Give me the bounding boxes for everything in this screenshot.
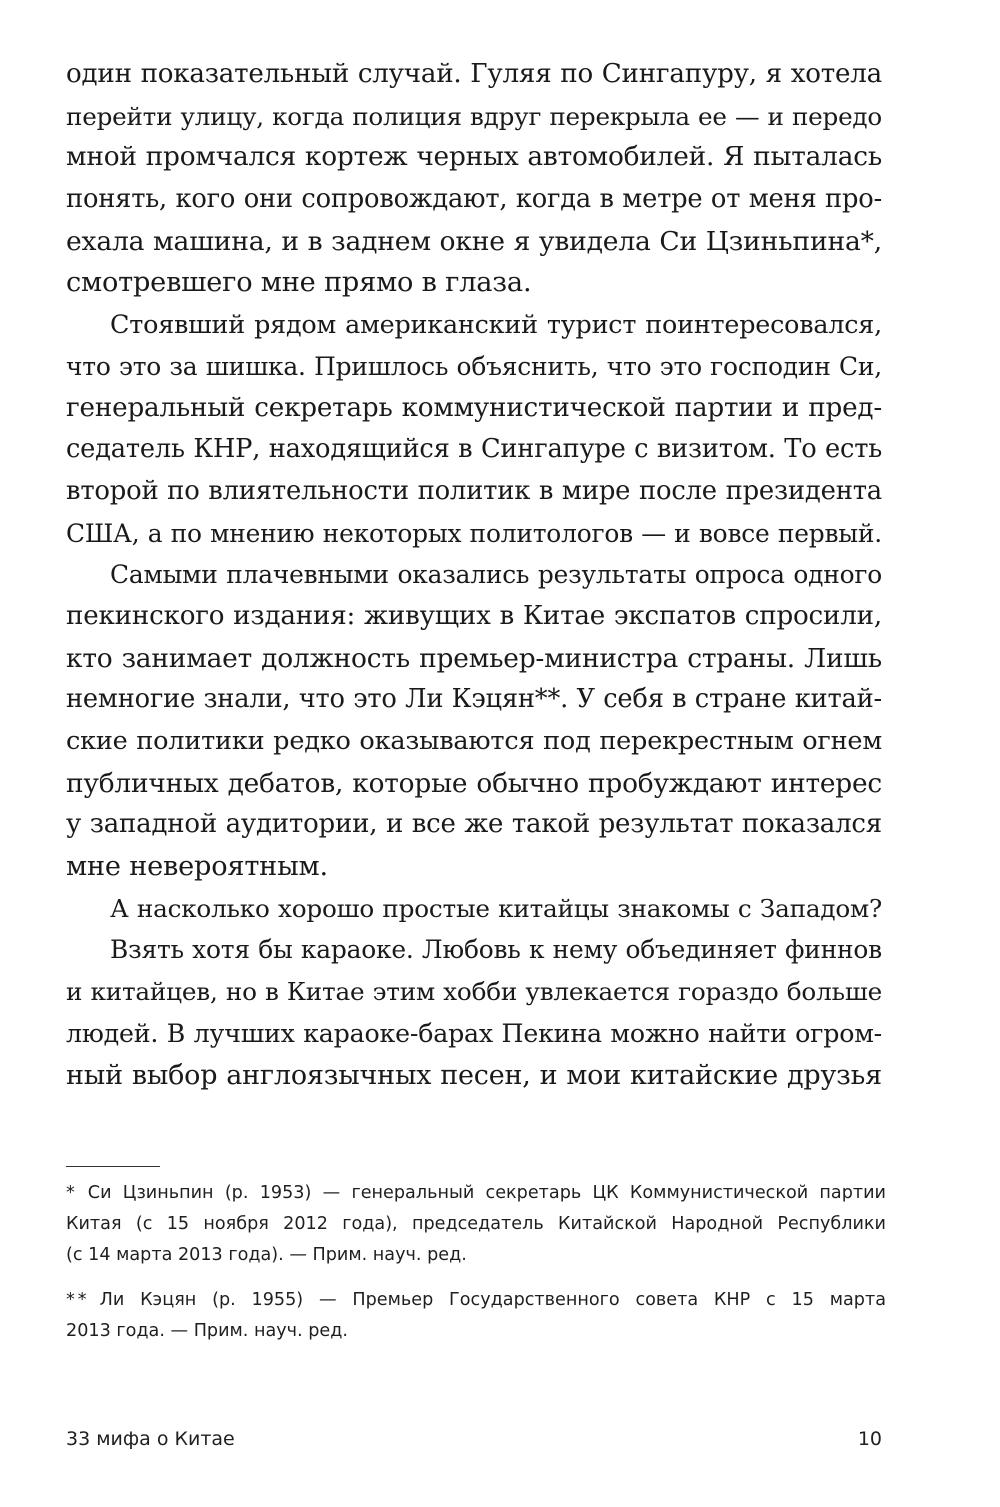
text-line: Стоявший рядом американский турист поинтересовался,	[110, 309, 882, 340]
footnote-text: Си Цзиньпин (р. 1953) — генеральный секретарь ЦК Коммунистической партии	[87, 1183, 886, 1203]
text-line: мной промчался кортеж черных автомобилей. Я пыталась	[66, 142, 882, 173]
main-text	[66, 54, 882, 1096]
footnote-mark: **	[66, 1290, 90, 1310]
text-line: ный выбор англоязычных песен, и мои китайские друзья	[66, 1059, 882, 1091]
text-line: седатель КНР, находящийся в Сингапуре с визитом. То есть	[66, 434, 882, 465]
text-line: у западной аудитории, и все же такой результат показался	[66, 809, 882, 840]
footnote-line: (с 14 марта 2013 года). — Прим. науч. ред.	[66, 1245, 467, 1265]
text-line: понять, кого они сопровождают, когда в метре от меня про-	[66, 184, 882, 215]
footnote-line: 2013 года. — Прим. науч. ред.	[66, 1321, 349, 1341]
text-line: ехала машина, и в заднем окне я увидела Си Цзиньпина*,	[66, 225, 882, 257]
book-title-footer: 33 мифа о Китае	[66, 1428, 235, 1450]
text-line: А насколько хорошо простые китайцы знакомы с Западом?	[110, 893, 882, 923]
text-line: смотревшего мне прямо в глаза.	[66, 267, 532, 299]
footnotes	[66, 1178, 886, 1347]
footnote-line	[66, 1178, 886, 1209]
text-line: Самыми плачевными оказались результаты опроса одного	[110, 560, 882, 590]
text-line: что это за шишка. Пришлось объяснить, что это господин Си,	[66, 351, 882, 381]
text-line: немногие знали, что это Ли Кэцян**. У себя в стране китай-	[66, 684, 882, 715]
text-line: ские политики редко оказываются под перекрестным огнем	[66, 726, 882, 756]
text-line: мне невероятным.	[66, 851, 328, 883]
text-line: кто занимает должность премьер-министра страны. Лишь	[66, 642, 882, 674]
footnote-1	[66, 1178, 886, 1271]
text-line: второй по влиятельности политик в мире после президента	[66, 475, 882, 506]
footnote-line	[66, 1285, 886, 1316]
footnote-line: Китая (с 15 ноября 2012 года), председатель Китайской Народной Республики	[66, 1214, 886, 1234]
text-line: публичных дебатов, которые обычно пробуждают интерес	[66, 767, 882, 799]
text-line: людей. В лучших караоке-барах Пекина можно найти огром-	[66, 1018, 882, 1048]
footnote-divider	[66, 1166, 160, 1167]
text-line: генеральный секретарь коммунистической партии и пред-	[66, 392, 882, 423]
footnote-2	[66, 1285, 886, 1347]
text-line: перейти улицу, когда полиция вдруг перекрыла ее — и передо	[66, 101, 882, 131]
text-line: США, а по мнению некоторых политологов — и вовсе первый.	[66, 518, 882, 548]
text-line: Взять хотя бы караоке. Любовь к нему объединяет финнов	[110, 935, 882, 965]
text-line: один показательный случай. Гуляя по Сингапуру, я хотела	[66, 59, 882, 89]
footnote-text: Ли Кэцян (р. 1955) — Премьер Государственного совета КНР с 15 марта	[99, 1290, 886, 1310]
text-line: пекинского издания: живущих в Китае экспатов спросили,	[66, 600, 882, 631]
text-line: и китайцев, но в Китае этим хобби увлекается гораздо больше	[66, 977, 882, 1007]
page-number: 10	[857, 1428, 882, 1450]
footnote-mark: *	[66, 1183, 78, 1203]
